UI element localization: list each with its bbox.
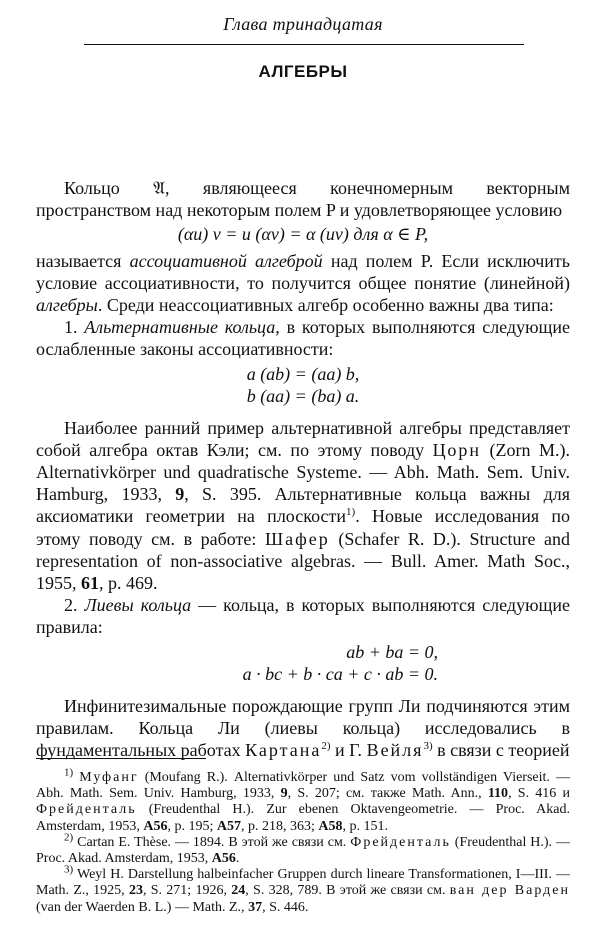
footnote-rule xyxy=(36,758,206,759)
text-span: Инфинитезимальные порождающие групп Ли подчиняются этим правилам. Кольца Ли (лиевы кольца) исследовались в фундаментальных работах xyxy=(36,695,570,761)
item-number: 1. xyxy=(64,317,85,338)
text-span: (Freudenthal H.). — Proc. Akad. Amsterdam, 1953, xyxy=(36,834,570,867)
text-span: , p. 218, 363; xyxy=(240,818,319,834)
text-span: — кольца, в которых выполняются следующие правила: xyxy=(36,595,571,638)
formula-line: a · bc + b · ca + c · ab = 0. xyxy=(242,663,438,684)
item-number: 2. xyxy=(64,595,85,616)
text-span: , S. 416 и xyxy=(508,786,571,802)
text-span: . Новые исследования по этому поводу см. в работе: xyxy=(36,506,571,549)
text-span: . xyxy=(235,851,240,867)
text-span: , p. 469. xyxy=(99,573,158,594)
text-span: Cartan E. Thèse. — 1894. В этой же связи см. xyxy=(73,834,351,850)
chapter-title: АЛГЕБРЫ xyxy=(258,62,348,81)
footnote-1 xyxy=(36,766,571,835)
volume-number: 61 xyxy=(81,573,99,594)
text-span: , в которых выполняются следующие ослабленные законы ассоциативности: xyxy=(36,317,571,360)
volume-number: 37 xyxy=(248,899,263,915)
paragraph-intro xyxy=(36,177,570,221)
author-name: Картана xyxy=(245,740,322,761)
text-span: , p. 195; xyxy=(167,818,217,834)
text-span: Weyl H. Darstellung halbeinfacher Gruppen durch lineare Transformationen, I—III. — Math. Z., 1925, xyxy=(36,867,570,899)
text-span: над полем P. Если исключить условие ассоциативности, то получится общее понятие (линейной) xyxy=(36,250,570,293)
text-span: (Zorn M.). Alternativkörper und quadratische Systeme. — Abh. Math. Sem. Univ. Hamburg, 1933, xyxy=(36,439,571,505)
volume-number: 110 xyxy=(487,786,509,802)
author-name: Фрейденталь xyxy=(36,802,137,818)
author-name: Фрейденталь xyxy=(350,834,451,850)
term-associative-algebra: ассоциативной алгеброй xyxy=(129,250,323,271)
main-text xyxy=(36,177,570,761)
term-algebra: алгебры xyxy=(36,295,98,316)
footnote-mark: 1) xyxy=(64,766,74,779)
author-name: ван дер Варден xyxy=(449,883,570,899)
text-span: Кольцо 𝔄, являющееся конечномерным векторным пространством над некоторым полем P и удовлетворяющее условию xyxy=(36,178,570,221)
footnotes xyxy=(36,766,571,916)
text-span: и Г. xyxy=(330,740,367,761)
text-span: (Schafer R. D.). Structure and representation of non-associative algebras. — Bull. Amer. Math Soc., 1955, xyxy=(36,528,570,594)
text-span: (Moufang R.). Alternativkörper und Satz vom vollständigen Vierseit. — Abh. Math. Sem. Univ. Hamburg, 1933, xyxy=(36,770,571,802)
volume-number: A56 xyxy=(143,818,168,834)
term-lie-rings: Лиевы кольца xyxy=(84,595,192,616)
text-span: Наиболее ранний пример альтернативной алгебры представляет собой алгебра октав Кэли; см. по этому поводу xyxy=(36,417,570,460)
volume-number: 9 xyxy=(280,786,288,802)
footnote-ref: 2) xyxy=(321,740,331,753)
author-name: Цорн xyxy=(432,439,482,460)
text-span: в связи с теорией xyxy=(432,740,570,761)
volume-number: A56 xyxy=(211,851,236,867)
text-span: , S. 271; 1926, xyxy=(142,883,232,899)
formula-lie xyxy=(36,641,570,685)
text-span: , S. 328, 789. В этой же связи см. xyxy=(245,883,450,899)
formula-alternative xyxy=(36,363,570,407)
term-alternative-rings: Альтернативные кольца xyxy=(84,317,276,338)
volume-number: A58 xyxy=(318,818,343,834)
author-name: Муфанг xyxy=(79,770,139,785)
text-span: , S. 207; см. также Math. Ann., xyxy=(287,786,488,802)
formula-line: ab + ba = 0, xyxy=(346,641,438,662)
formula-line: b (aa) = (ba) a. xyxy=(246,385,360,406)
footnote-ref: 1) xyxy=(346,506,356,519)
text-span: (van der Waerden B. L.) — Math. Z., xyxy=(36,899,249,915)
author-name: Шафер xyxy=(264,528,330,549)
text-span: (Freudenthal H.). Zur ebenen Oktavengeometrie. — Proc. Akad. Amsterdam, 1953, xyxy=(36,802,570,834)
text-span: называется xyxy=(36,250,130,271)
paragraph-cayley xyxy=(36,417,570,595)
text-span: , p. 151. xyxy=(342,818,388,834)
volume-number: 23 xyxy=(128,883,143,899)
text-span: . Среди неассоциативных алгебр особенно важны два типа: xyxy=(97,295,554,316)
author-name: Вейля xyxy=(366,740,424,761)
formula-line: a (ab) = (aa) b, xyxy=(246,363,360,384)
paragraph-alternative xyxy=(36,316,570,360)
footnote-2 xyxy=(36,831,570,867)
footnote-mark: 3) xyxy=(64,863,74,876)
formula-associative: (αu) v = u (αv) = α (uv) для α ∈ P, xyxy=(177,224,429,245)
text-span: , S. 446. xyxy=(262,899,309,915)
paragraph-infinitesimal xyxy=(36,695,570,762)
header-rule xyxy=(84,44,524,45)
volume-number: 9 xyxy=(175,484,185,505)
chapter-heading: Глава тринадцатая xyxy=(223,14,383,34)
text-span: , S. 395. Альтернативные кольца важны для аксиоматики геометрии на плоскости xyxy=(36,484,570,527)
paragraph-lie xyxy=(36,594,570,638)
footnote-3 xyxy=(36,863,570,916)
volume-number: A57 xyxy=(216,818,241,834)
footnote-ref: 3) xyxy=(423,740,433,753)
volume-number: 24 xyxy=(231,883,246,899)
footnote-mark: 2) xyxy=(64,831,74,844)
paragraph-definition xyxy=(36,250,570,317)
